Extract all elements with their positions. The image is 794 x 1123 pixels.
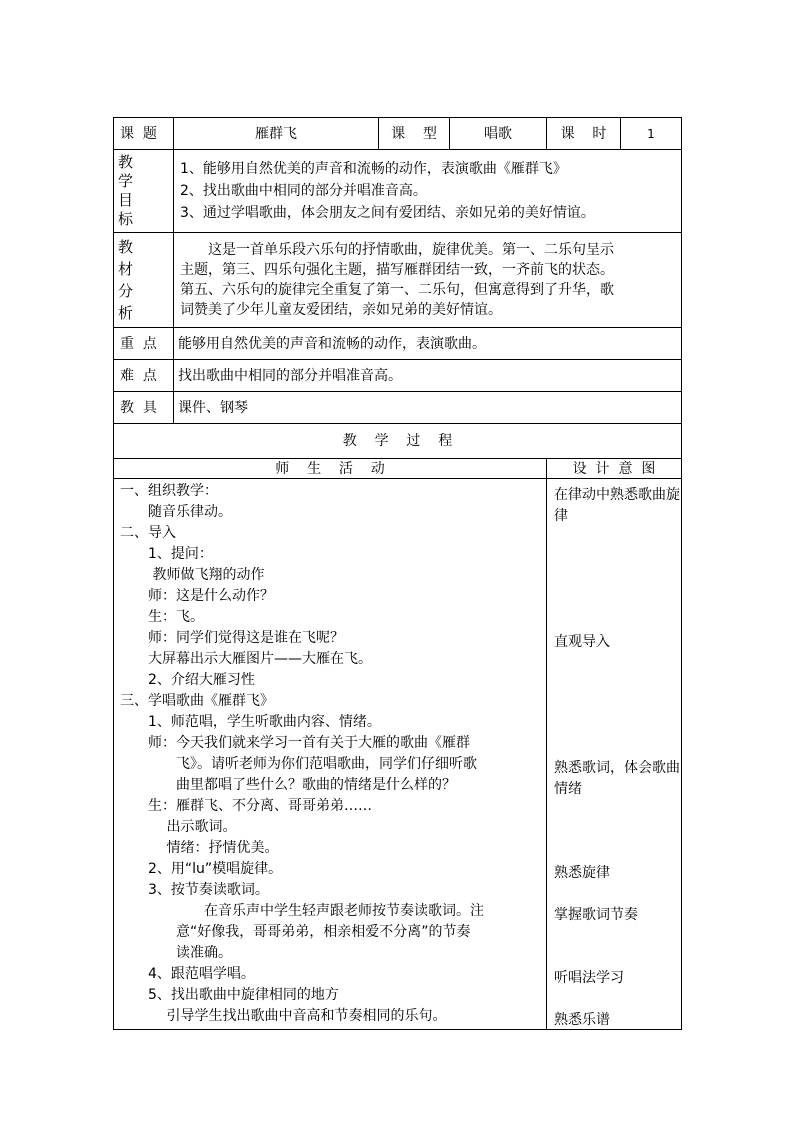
intent-note: 熟悉歌词，体会歌曲情绪 bbox=[554, 760, 680, 797]
activity-line: 三、学唱歌曲《雁群飞》 bbox=[120, 693, 274, 709]
process-title-row bbox=[114, 424, 682, 459]
activity-line: 一、组织教学： bbox=[120, 483, 218, 499]
objective-item: 3、通过学唱歌曲，体会朋友之间有爱团结、亲如兄弟的美好情谊。 bbox=[180, 205, 595, 221]
activity-line: 曲里都唱了些什么？歌曲的情绪是什么样的？ bbox=[120, 777, 456, 793]
process-body-row bbox=[114, 479, 682, 1030]
tools-value: 课件、钢琴 bbox=[174, 392, 682, 424]
objectives-label-char: 标 bbox=[118, 210, 134, 228]
analysis-label-char: 材 bbox=[118, 260, 134, 278]
analysis-line: 这是一首单乐段六乐句的抒情歌曲，旋律优美。第一、二乐句呈示 bbox=[180, 242, 614, 258]
period-value: 1 bbox=[621, 118, 682, 150]
period-label: 课 时 bbox=[547, 118, 621, 150]
type-value: 唱歌 bbox=[450, 118, 547, 150]
activity-line: 师：这是什么动作？ bbox=[120, 588, 274, 604]
lesson-plan-table bbox=[113, 117, 682, 1030]
activity-line: 教师做飞翔的动作 bbox=[120, 567, 265, 583]
activity-line: 师：同学们觉得这是谁在飞呢？ bbox=[120, 630, 344, 646]
activity-line: 生：飞。 bbox=[120, 609, 204, 625]
analysis-label-char: 析 bbox=[118, 304, 134, 322]
analysis-line: 主题，第三、四乐句强化主题，描写雁群团结一致，一齐前飞的状态。 bbox=[180, 262, 614, 278]
analysis-label-char: 分 bbox=[118, 282, 134, 300]
activity-line: 二、导入 bbox=[120, 525, 176, 541]
activity-line: 生：雁群飞、不分离、哥哥弟弟…… bbox=[120, 798, 372, 814]
intent-note: 在律动中熟悉歌曲旋律 bbox=[554, 487, 680, 524]
topic-value: 雁群飞 bbox=[174, 118, 379, 150]
difficulty-label: 难 点 bbox=[114, 360, 174, 392]
process-header-row bbox=[114, 459, 682, 479]
difficulty-row bbox=[114, 360, 682, 392]
activity-line: 出示歌词。 bbox=[120, 819, 237, 835]
tools-row bbox=[114, 392, 682, 424]
analysis-line: 第五、六乐句的旋律完全重复了第一、二乐句，但寓意得到了升华，歌 bbox=[180, 282, 614, 298]
objective-item: 2、找出歌曲中相同的部分并唱准音高。 bbox=[180, 183, 427, 199]
activity-line: 2、用“lu”模唱旋律。 bbox=[120, 861, 283, 877]
type-label: 课 型 bbox=[379, 118, 450, 150]
analysis-label-char: 教 bbox=[118, 238, 134, 256]
activity-line: 意“好像我，哥哥弟弟，相亲相爱不分离”的节奏 bbox=[120, 924, 471, 940]
header-row bbox=[114, 118, 682, 150]
intent-note: 掌握歌词节奏 bbox=[554, 907, 638, 923]
activity-content bbox=[114, 479, 547, 1030]
intent-note: 熟悉乐谱 bbox=[554, 1012, 610, 1028]
objectives-label-char: 目 bbox=[118, 191, 134, 209]
objective-item: 1、能够用自然优美的声音和流畅的动作，表演歌曲《雁群飞》 bbox=[180, 161, 567, 177]
activity-line: 3、按节奏读歌词。 bbox=[120, 882, 269, 898]
activity-line: 4、跟范唱学唱。 bbox=[120, 966, 255, 982]
topic-label: 课 题 bbox=[114, 118, 174, 150]
objectives-row bbox=[114, 150, 682, 233]
activity-line: 大屏幕出示大雁图片——大雁在飞。 bbox=[120, 651, 372, 667]
activity-line: 在音乐声中学生轻声跟老师按节奏读歌词。注 bbox=[120, 903, 484, 919]
activity-line: 读准确。 bbox=[120, 945, 232, 961]
objectives-label-char: 教 bbox=[118, 153, 134, 171]
objectives-content bbox=[174, 150, 682, 233]
intent-note: 直观导入 bbox=[554, 634, 610, 650]
tools-label: 教 具 bbox=[114, 392, 174, 424]
activity-column-header: 师 生 活 动 bbox=[114, 459, 547, 479]
analysis-content bbox=[174, 233, 682, 328]
objectives-label bbox=[114, 150, 174, 233]
activity-line: 飞》。请听老师为你们范唱歌曲，同学们仔细听歌 bbox=[120, 756, 477, 772]
intent-column-header: 设 计 意 图 bbox=[547, 459, 682, 479]
analysis-line: 词赞美了少年儿童友爱团结，亲如兄弟的美好情谊。 bbox=[180, 302, 502, 318]
activity-line: 情绪：抒情优美。 bbox=[120, 840, 279, 856]
key-point-label: 重 点 bbox=[114, 328, 174, 360]
activity-line: 随音乐律动。 bbox=[120, 504, 232, 520]
activity-line: 1、提问： bbox=[120, 546, 213, 562]
intent-note: 听唱法学习 bbox=[554, 970, 624, 986]
intent-note: 熟悉旋律 bbox=[554, 865, 610, 881]
analysis-row bbox=[114, 233, 682, 328]
process-title: 教 学 过 程 bbox=[114, 424, 682, 459]
activity-line: 5、找出歌曲中旋律相同的地方 bbox=[120, 987, 339, 1003]
key-point-row bbox=[114, 328, 682, 360]
activity-line: 2、介绍大雁习性 bbox=[120, 672, 255, 688]
objectives-label-char: 学 bbox=[118, 172, 134, 190]
analysis-label bbox=[114, 233, 174, 328]
key-point-value: 能够用自然优美的声音和流畅的动作，表演歌曲。 bbox=[174, 328, 682, 360]
difficulty-value: 找出歌曲中相同的部分并唱准音高。 bbox=[174, 360, 682, 392]
activity-line: 引导学生找出歌曲中音高和节奏相同的乐句。 bbox=[120, 1008, 447, 1024]
activity-line: 1、师范唱，学生听歌曲内容、情绪。 bbox=[120, 714, 381, 730]
activity-line: 师：今天我们就来学习一首有关于大雁的歌曲《雁群 bbox=[120, 735, 470, 751]
intent-content bbox=[547, 479, 682, 1030]
